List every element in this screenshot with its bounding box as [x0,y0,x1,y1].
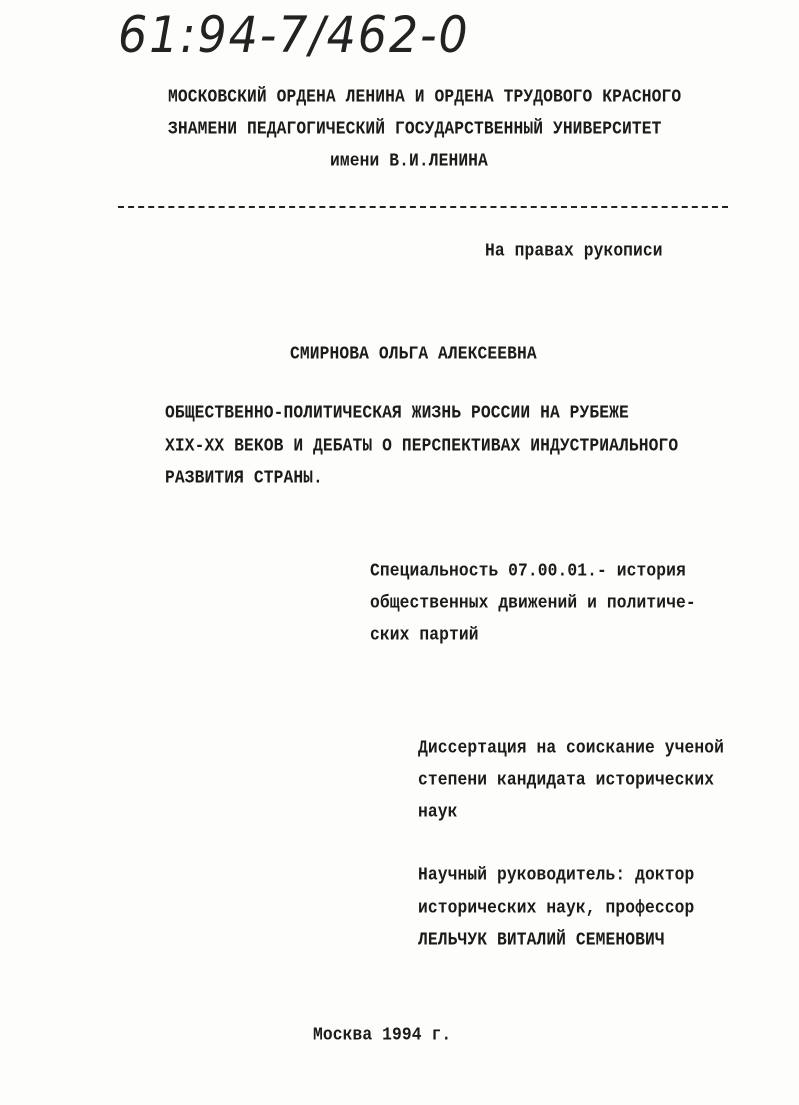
author-name: СМИРНОВА ОЛЬГА АЛЕКСЕЕВНА [290,343,537,365]
supervisor-line: исторических наук, профессор [418,897,695,919]
manuscript-note: На правах рукописи [485,240,663,262]
specialty-line: ских партий [370,624,479,646]
dissertation-line: степени кандидата исторических [418,769,715,791]
handwritten-archive-number: 61:94-7/462-0 [118,6,470,64]
thesis-title-line: РАЗВИТИЯ СТРАНЫ. [165,467,323,489]
thesis-title-line: XIX-XX ВЕКОВ И ДЕБАТЫ О ПЕРСПЕКТИВАХ ИНДУСТРИАЛЬНОГО [165,435,679,457]
dissertation-line: Диссертация на соискание ученой [418,737,724,759]
institution-line-2: ЗНАМЕНИ ПЕДАГОГИЧЕСКИЙ ГОСУДАРСТВЕННЫЙ УНИВЕРСИТЕТ [168,118,662,140]
supervisor-line: Научный руководитель: доктор [418,864,695,886]
specialty-line: общественных движений и политиче- [370,592,696,614]
institution-line-1: МОСКОВСКИЙ ОРДЕНА ЛЕНИНА И ОРДЕНА ТРУДОВОГО КРАСНОГО [168,86,682,108]
place-year: Москва 1994 г. [313,1024,452,1046]
specialty-line: Специальность 07.00.01.- история [370,560,686,582]
dashed-divider [118,206,728,208]
thesis-title-line: ОБЩЕСТВЕННО-ПОЛИТИЧЕСКАЯ ЖИЗНЬ РОССИИ НА РУБЕЖЕ [165,402,629,424]
dissertation-line: наук [418,801,458,823]
supervisor-line: ЛЕЛЬЧУК ВИТАЛИЙ СЕМЕНОВИЧ [418,929,665,951]
institution-line-3: имени В.И.ЛЕНИНА [330,150,488,172]
